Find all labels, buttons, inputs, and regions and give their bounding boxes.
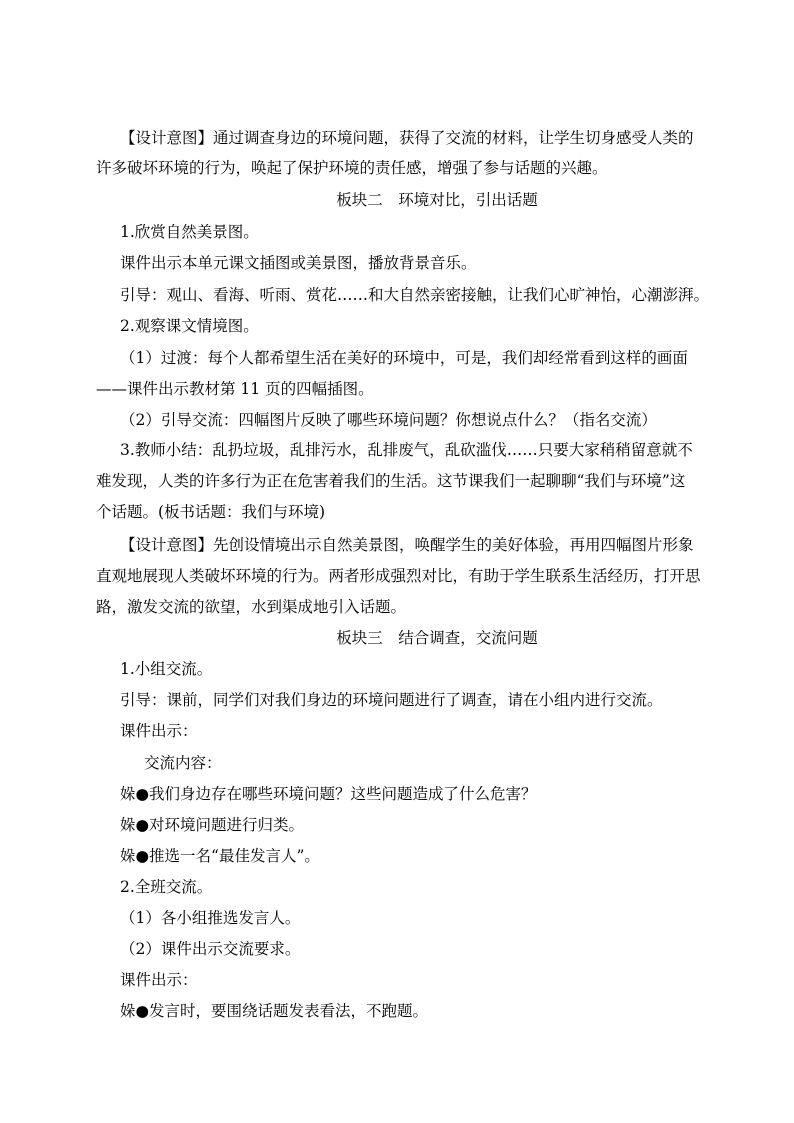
- step-heading: 2.全班交流。: [120, 878, 213, 896]
- design-intent-paragraph-1-line-2: 许多破坏环境的行为，唤起了保护环境的责任感，增强了参与话题的兴趣。: [96, 159, 608, 177]
- paragraph-line: （1）过渡：每个人都希望生活在美好的环境中，可是，我们却经常看到这样的画面: [120, 349, 688, 367]
- paragraph-line: 难发现，人类的许多行为正在危害着我们的生活。这节课我们一起聊聊“我们与环境”这: [96, 472, 686, 490]
- paragraph-line: 课件出示：: [120, 971, 198, 989]
- step-heading: 1.欣赏自然美景图。: [120, 223, 259, 241]
- paragraph-line: （2）课件出示交流要求。: [120, 940, 301, 958]
- design-intent-paragraph-2-line-1: 【设计意图】先创设情境出示自然美景图，唤醒学生的美好体验，再用四幅图片形象: [120, 536, 694, 554]
- section-heading-3: 板块三 结合调查，交流问题: [336, 629, 538, 647]
- design-intent-paragraph-2-line-3: 路，激发交流的欲望，水到渠成地引入话题。: [96, 598, 407, 616]
- paragraph-line: 引导：课前，同学们对我们身边的环境问题进行了调查，请在小组内进行交流。: [120, 691, 663, 709]
- bullet-item: 㛊●推选一名“最佳发言人”。: [120, 847, 320, 865]
- section-heading-2: 板块二 环境对比，引出话题: [336, 191, 538, 209]
- design-intent-paragraph-1-line-1: 【设计意图】通过调查身边的环境问题，获得了交流的材料，让学生切身感受人类的: [120, 129, 694, 147]
- bullet-item: 㛊●我们身边存在哪些环境问题？这些问题造成了什么危害？: [120, 785, 537, 803]
- paragraph-line: 课件出示：: [120, 722, 198, 740]
- step-heading: 1.小组交流。: [120, 660, 213, 678]
- paragraph-line: （1）各小组推选发言人。: [120, 909, 301, 927]
- bullet-item: 㛊●发言时，要围绕话题发表看法，不跑题。: [120, 1002, 429, 1020]
- paragraph-line: （2）引导交流：四幅图片反映了哪些环境问题？你想说点什么？（指名交流）: [120, 411, 657, 429]
- paragraph-line: 3.教师小结：乱扔垃圾，乱排污水，乱排废气，乱砍滥伐……只要大家稍稍留意就不: [120, 441, 693, 459]
- paragraph-line: 课件出示本单元课文插图或美景图，播放背景音乐。: [120, 254, 477, 272]
- design-intent-paragraph-2-line-2: 直观地展现人类破坏环境的行为。两者形成强烈对比，有助于学生联系生活经历，打开思: [96, 567, 701, 585]
- exchange-content-label: 交流内容：: [144, 754, 222, 772]
- paragraph-line: 引导：观山、看海、听雨、赏花……和大自然亲密接触，让我们心旷神怡，心潮澎湃。: [120, 286, 710, 304]
- paragraph-line: ——课件出示教材第 11 页的四幅插图。: [96, 380, 374, 398]
- bullet-item: 㛊●对环境问题进行归类。: [120, 816, 305, 834]
- step-heading: 2.观察课文情境图。: [120, 317, 259, 335]
- paragraph-line: 个话题。(板书话题：我们与环境): [96, 503, 326, 521]
